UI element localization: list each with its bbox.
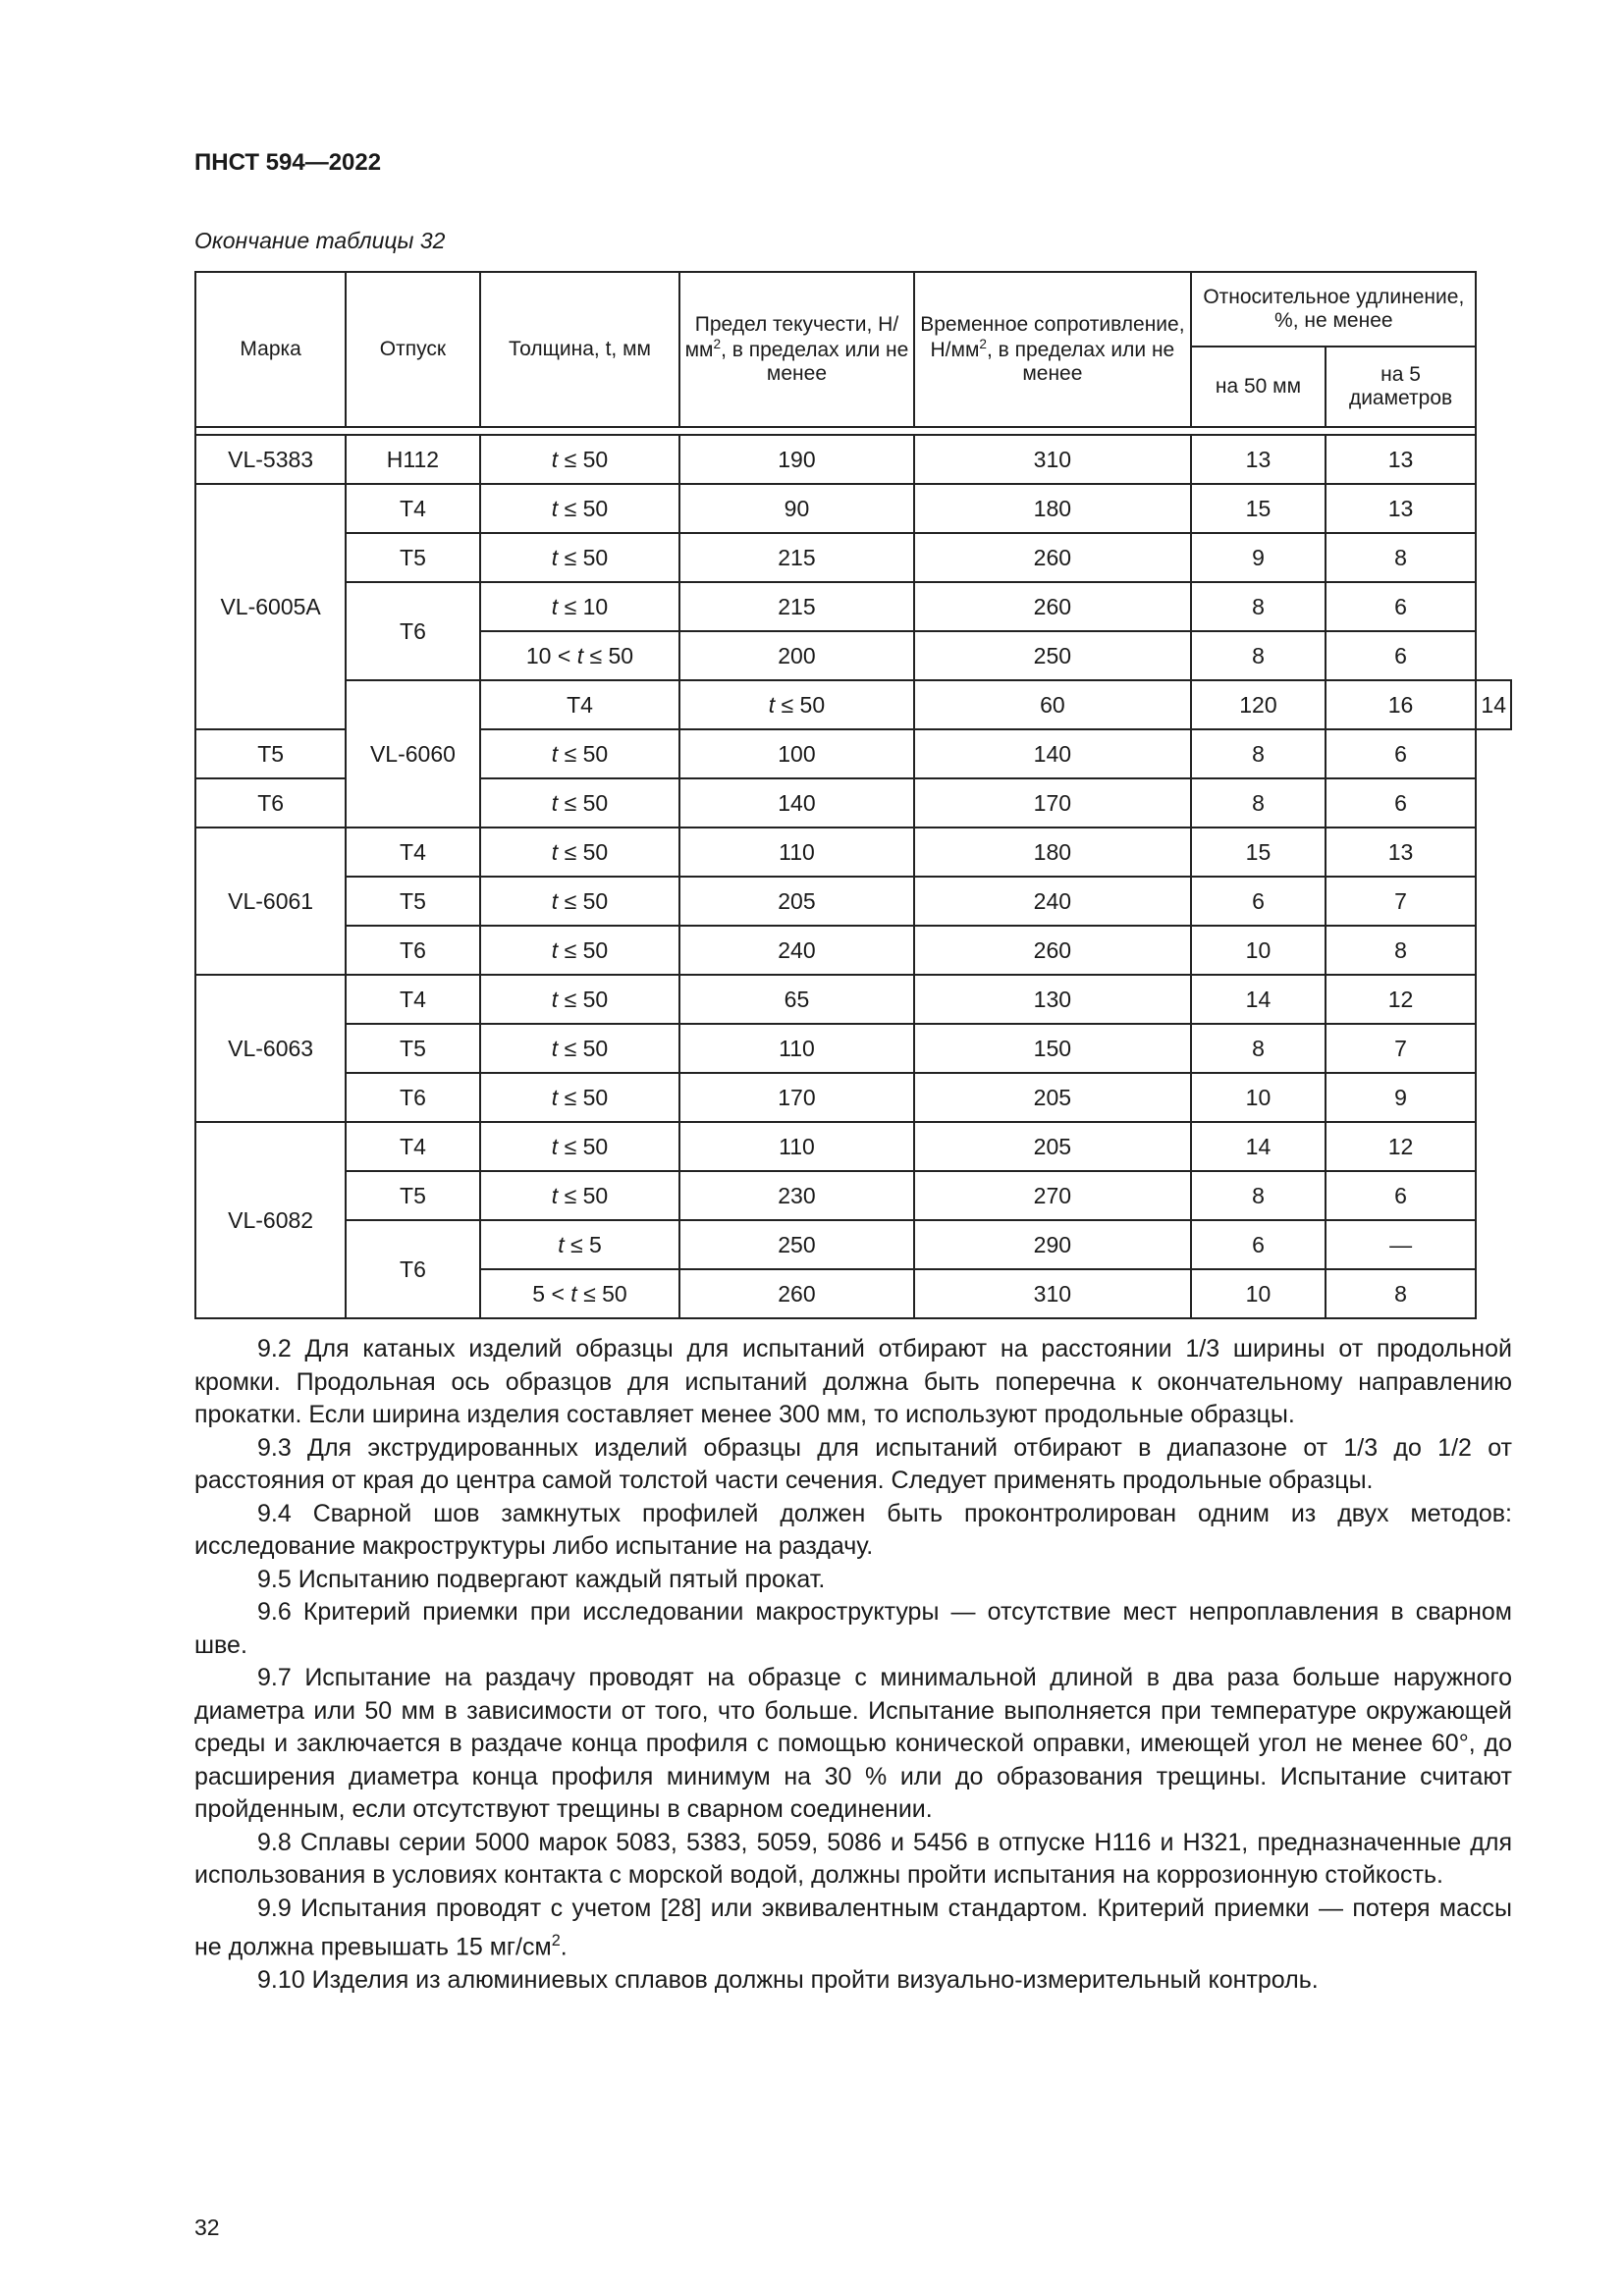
cell-thickness: t ≤ 50 xyxy=(480,926,680,975)
table-row xyxy=(195,877,1511,926)
cell-elongation-50mm: 10 xyxy=(1191,1269,1326,1318)
cell-tensile: 310 xyxy=(914,435,1192,484)
table-row xyxy=(195,533,1511,582)
cell-yield: 240 xyxy=(679,926,913,975)
cell-elongation-5d: 13 xyxy=(1326,435,1477,484)
header-separator xyxy=(195,427,1476,435)
cell-elongation-50mm: 6 xyxy=(1191,1220,1326,1269)
cell-elongation-5d: 12 xyxy=(1326,1122,1477,1171)
header-thickness: Толщина, t, мм xyxy=(480,272,680,427)
cell-thickness: 10 < t ≤ 50 xyxy=(480,631,680,680)
cell-yield: 250 xyxy=(679,1220,913,1269)
cell-temper: T4 xyxy=(346,484,479,533)
cell-tensile: 260 xyxy=(914,533,1192,582)
cell-thickness: t ≤ 50 xyxy=(480,484,680,533)
cell-thickness: t ≤ 50 xyxy=(480,1024,680,1073)
cell-tensile: 205 xyxy=(914,1073,1192,1122)
cell-temper: T6 xyxy=(346,1073,479,1122)
document-code: ПНСТ 594—2022 xyxy=(194,149,382,176)
cell-temper: T4 xyxy=(480,680,680,729)
cell-yield: 190 xyxy=(679,435,913,484)
cell-thickness: t ≤ 50 xyxy=(480,533,680,582)
cell-thickness: t ≤ 50 xyxy=(480,877,680,926)
table-caption: Окончание таблицы 32 xyxy=(194,228,446,253)
cell-elongation-5d: 6 xyxy=(1326,1171,1477,1220)
cell-elongation-5d: 14 xyxy=(1476,680,1511,729)
cell-elongation-5d: 8 xyxy=(1326,926,1477,975)
paragraph: 9.7 Испытание на раздачу проводят на образце с минимальной длиной в два раза больше наружного диаметра или 50 мм в зависимости от того, что больше. Испытание выполняется при температуре окружающей среды и заключается в раздаче конца профиля с помощью конической оправки, имеющей угол не менее 60°, до расширения диаметра конца профиля минимум на 30 % или до образования трещины. Испытание считают пройденным, если отсутствуют трещины в сварном соединении. xyxy=(194,1664,1512,1823)
header-elongation: Относительное удлинение, %, не менее xyxy=(1191,272,1476,347)
cell-yield: 90 xyxy=(679,484,913,533)
table-row xyxy=(195,1073,1511,1122)
cell-elongation-5d: 6 xyxy=(1326,631,1477,680)
cell-elongation-50mm: 14 xyxy=(1191,975,1326,1024)
table-row xyxy=(195,1220,1511,1269)
cell-tensile: 170 xyxy=(914,778,1192,828)
cell-tensile: 120 xyxy=(1191,680,1326,729)
cell-temper: T6 xyxy=(195,778,346,828)
header-elongation-5d: на 5 диаметров xyxy=(1326,347,1477,427)
cell-elongation-50mm: 8 xyxy=(1191,778,1326,828)
cell-tensile: 150 xyxy=(914,1024,1192,1073)
cell-elongation-50mm: 14 xyxy=(1191,1122,1326,1171)
cell-temper: T5 xyxy=(346,533,479,582)
cell-tensile: 310 xyxy=(914,1269,1192,1318)
cell-tensile: 250 xyxy=(914,631,1192,680)
paragraph: 9.6 Критерий приемки при исследовании макроструктуры — отсутствие мест непроплавления в сварном шве. xyxy=(194,1598,1512,1659)
cell-thickness: t ≤ 50 xyxy=(480,1122,680,1171)
cell-temper: T5 xyxy=(346,1171,479,1220)
cell-elongation-5d: 13 xyxy=(1326,828,1477,877)
table-row xyxy=(195,484,1511,533)
cell-elongation-5d: 6 xyxy=(1326,582,1477,631)
table-row xyxy=(195,680,1511,729)
cell-thickness: t ≤ 50 xyxy=(480,729,680,778)
cell-tensile: 260 xyxy=(914,582,1192,631)
cell-tensile: 290 xyxy=(914,1220,1192,1269)
header-temper: Отпуск xyxy=(346,272,479,427)
cell-thickness: t ≤ 50 xyxy=(480,1073,680,1122)
cell-elongation-50mm: 8 xyxy=(1191,729,1326,778)
cell-tensile: 130 xyxy=(914,975,1192,1024)
cell-elongation-5d: 8 xyxy=(1326,1269,1477,1318)
cell-thickness: t ≤ 50 xyxy=(480,828,680,877)
cell-tensile: 180 xyxy=(914,484,1192,533)
table-row xyxy=(195,975,1511,1024)
paragraph: 9.4 Сварной шов замкнутых профилей должен быть проконтролирован одним из двух методов: исследование макроструктуры либо испытание на раздачу. xyxy=(194,1499,1512,1560)
cell-elongation-5d: 6 xyxy=(1326,778,1477,828)
properties-table xyxy=(194,271,1512,1319)
cell-temper: H112 xyxy=(346,435,479,484)
cell-elongation-5d: 12 xyxy=(1326,975,1477,1024)
cell-thickness: t ≤ 50 xyxy=(480,975,680,1024)
cell-tensile: 270 xyxy=(914,1171,1192,1220)
cell-yield: 140 xyxy=(679,778,913,828)
paragraph: 9.9 Испытания проводят с учетом [28] или эквивалентным стандартом. Критерий приемки — потеря массы не должна превышать 15 $мг/см^2$. xyxy=(194,1894,1512,1961)
paragraph: 9.10 Изделия из алюминиевых сплавов должны пройти визуально-измерительный контроль. xyxy=(257,1965,1319,1994)
cell-yield: 60 xyxy=(914,680,1192,729)
table-row xyxy=(195,926,1511,975)
cell-yield: 230 xyxy=(679,1171,913,1220)
cell-elongation-50mm: 16 xyxy=(1326,680,1477,729)
cell-yield: 110 xyxy=(679,1122,913,1171)
cell-temper: T5 xyxy=(346,877,479,926)
cell-yield: 215 xyxy=(679,533,913,582)
cell-tensile: 260 xyxy=(914,926,1192,975)
cell-tensile: 205 xyxy=(914,1122,1192,1171)
paragraph: 9.8 Сплавы серии 5000 марок 5083, 5383, 5059, 5086 и 5456 в отпуске H116 и H321, предназначенные для использования в условиях контакта с морской водой, должны пройти испытания на коррозионную стойкость. xyxy=(194,1828,1512,1889)
cell-elongation-50mm: 8 xyxy=(1191,631,1326,680)
cell-grade: VL-6060 xyxy=(346,680,479,828)
cell-tensile: 240 xyxy=(914,877,1192,926)
cell-yield: 205 xyxy=(679,877,913,926)
cell-elongation-5d: 13 xyxy=(1326,484,1477,533)
cell-thickness: t ≤ 50 xyxy=(480,778,680,828)
table-row xyxy=(195,828,1511,877)
cell-temper: T4 xyxy=(346,1122,479,1171)
cell-temper: T6 xyxy=(346,582,479,680)
body-text xyxy=(194,1333,1512,1997)
cell-grade: VL-6082 xyxy=(195,1122,346,1318)
cell-yield: 110 xyxy=(679,828,913,877)
table-row xyxy=(195,435,1511,484)
paragraph: 9.2 Для катаных изделий образцы для испытаний отбирают на расстоянии 1/3 ширины от продольной кромки. Продольная ось образцов для испытаний должна быть поперечна к окончательному направлению прокатки. Если ширина изделия составляет менее 300 мм, то используют продольные образцы. xyxy=(194,1335,1512,1428)
paragraph: 9.3 Для экструдированных изделий образцы для испытаний отбирают в диапазоне от 1/3 до 1/2 от расстояния от края до центра самой толстой части сечения. Следует применять продольные образцы. xyxy=(194,1433,1512,1494)
cell-temper: T5 xyxy=(346,1024,479,1073)
cell-elongation-50mm: 10 xyxy=(1191,1073,1326,1122)
cell-thickness: t ≤ 50 xyxy=(480,435,680,484)
cell-yield: 200 xyxy=(679,631,913,680)
cell-elongation-50mm: 9 xyxy=(1191,533,1326,582)
cell-elongation-50mm: 8 xyxy=(1191,582,1326,631)
cell-elongation-5d: 6 xyxy=(1326,729,1477,778)
cell-elongation-50mm: 15 xyxy=(1191,828,1326,877)
header-yield: Предел текучести, $Н/мм^2$, в пределах или не менее xyxy=(679,272,913,427)
paragraph: 9.5 Испытанию подвергают каждый пятый прокат. xyxy=(257,1565,826,1593)
cell-thickness: t ≤ 50 xyxy=(679,680,913,729)
cell-tensile: 140 xyxy=(914,729,1192,778)
cell-elongation-5d: 8 xyxy=(1326,533,1477,582)
cell-elongation-5d: 9 xyxy=(1326,1073,1477,1122)
cell-grade: VL-6063 xyxy=(195,975,346,1122)
cell-grade: VL-5383 xyxy=(195,435,346,484)
cell-elongation-5d: — xyxy=(1326,1220,1477,1269)
cell-yield: 65 xyxy=(679,975,913,1024)
cell-elongation-5d: 7 xyxy=(1326,877,1477,926)
cell-temper: T4 xyxy=(346,828,479,877)
page-number: 32 xyxy=(194,2215,220,2240)
table-row xyxy=(195,1122,1511,1171)
cell-temper: T6 xyxy=(346,1220,479,1318)
cell-temper: T6 xyxy=(346,926,479,975)
table-row xyxy=(195,1024,1511,1073)
cell-thickness: t ≤ 50 xyxy=(480,1171,680,1220)
cell-temper: T5 xyxy=(195,729,346,778)
cell-elongation-50mm: 13 xyxy=(1191,435,1326,484)
table-row xyxy=(195,582,1511,631)
cell-tensile: 180 xyxy=(914,828,1192,877)
cell-thickness: 5 < t ≤ 50 xyxy=(480,1269,680,1318)
cell-yield: 100 xyxy=(679,729,913,778)
cell-elongation-5d: 7 xyxy=(1326,1024,1477,1073)
cell-elongation-50mm: 6 xyxy=(1191,877,1326,926)
cell-thickness: t ≤ 5 xyxy=(480,1220,680,1269)
cell-temper: T4 xyxy=(346,975,479,1024)
cell-yield: 170 xyxy=(679,1073,913,1122)
table-row xyxy=(195,1171,1511,1220)
cell-grade: VL-6005A xyxy=(195,484,346,729)
cell-grade: VL-6061 xyxy=(195,828,346,975)
cell-elongation-50mm: 8 xyxy=(1191,1171,1326,1220)
header-tensile: Временное сопротивление, $Н/мм^2$, в пределах или не менее xyxy=(914,272,1192,427)
header-grade: Марка xyxy=(195,272,346,427)
cell-thickness: t ≤ 10 xyxy=(480,582,680,631)
header-elongation-50mm: на 50 мм xyxy=(1191,347,1326,427)
cell-elongation-50mm: 8 xyxy=(1191,1024,1326,1073)
cell-yield: 260 xyxy=(679,1269,913,1318)
cell-elongation-50mm: 15 xyxy=(1191,484,1326,533)
cell-elongation-50mm: 10 xyxy=(1191,926,1326,975)
cell-yield: 110 xyxy=(679,1024,913,1073)
cell-yield: 215 xyxy=(679,582,913,631)
